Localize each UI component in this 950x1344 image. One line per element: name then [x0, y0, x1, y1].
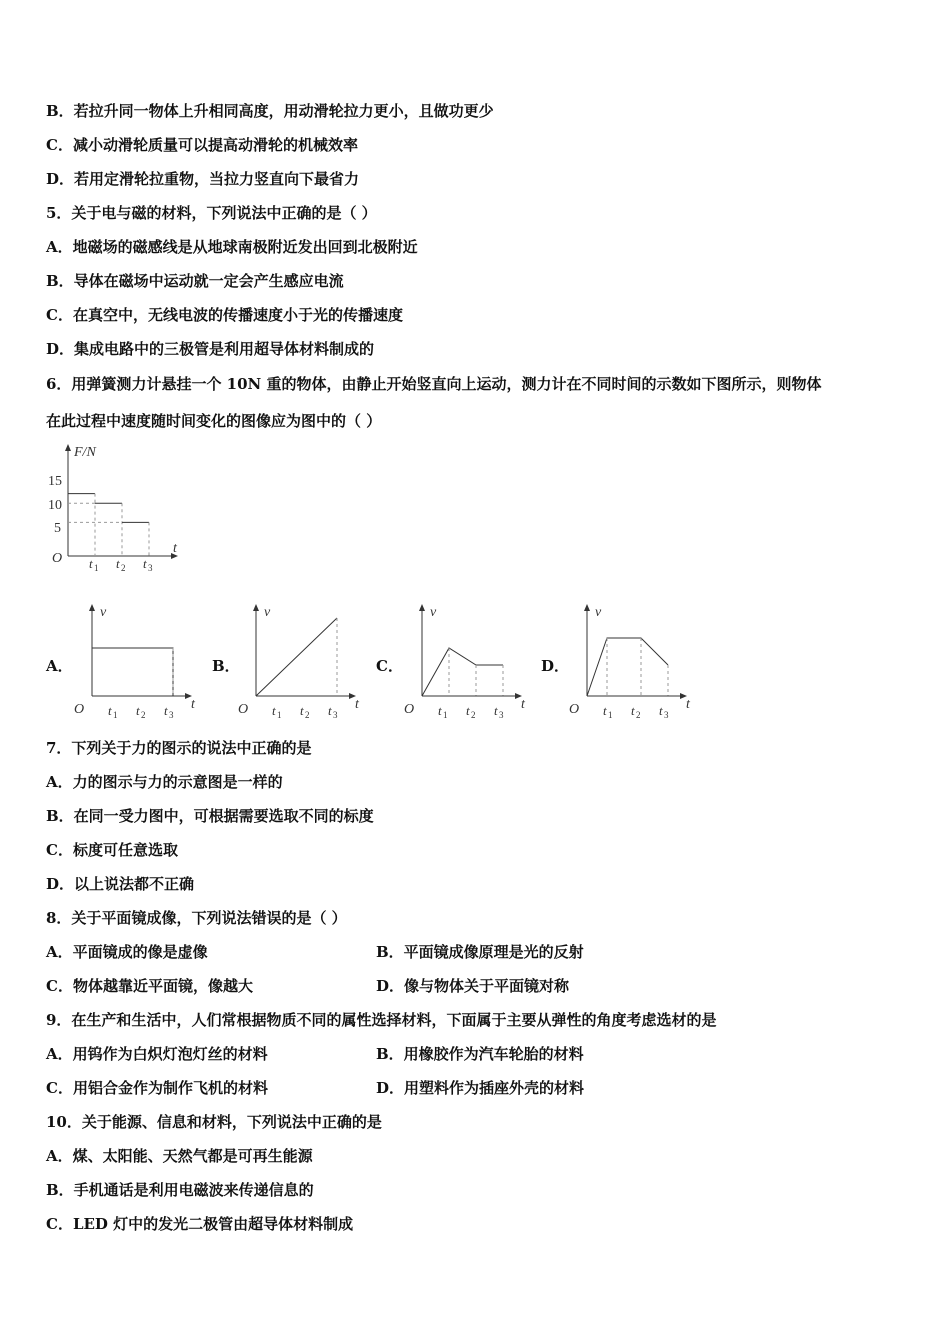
q4-option-c: C．减小动滑轮质量可以提高动滑轮的机械效率 — [46, 136, 358, 154]
q8-option-a: A．平面镜成的像是虚像 — [46, 943, 208, 961]
tick-sub-t3: 3 — [664, 710, 669, 720]
svg-text:t: t — [89, 556, 93, 571]
svg-text:2: 2 — [121, 563, 126, 573]
v-axis-label: v — [100, 605, 107, 620]
q9-option-c: C．用铝合金作为制作飞机的材料 — [46, 1079, 268, 1097]
tick-sub-t3: 3 — [169, 710, 174, 720]
q9-option-b: B．用橡胶作为汽车轮胎的材料 — [376, 1045, 584, 1063]
q9-option-a: A．用钨作为白炽灯泡灯丝的材料 — [46, 1045, 268, 1063]
q8-option-c: C．物体越靠近平面镜，像越大 — [46, 977, 253, 995]
q5-option-a: A．地磁场的磁感线是从地球南极附近发出回到北极附近 — [46, 238, 418, 256]
tick-sub-t2: 2 — [471, 710, 476, 720]
tick-sub-t1: 1 — [443, 710, 448, 720]
y-tick-5: 5 — [54, 521, 61, 536]
q6-stem-line1: 6．用弹簧测力计悬挂一个 10N 重的物体，由静止开始竖直向上运动，测力计在不同时间的示数如下图所示，则物体 — [46, 375, 822, 393]
origin-label: O — [569, 702, 580, 717]
option-b-label: B． — [212, 657, 240, 675]
q6-stem-line2: 在此过程中速度随时间变化的图像应为图中的（ ） — [46, 412, 382, 430]
t-axis-label: t — [521, 697, 525, 712]
q7-option-d: D．以上说法都不正确 — [46, 875, 195, 893]
q7-option-a: A．力的图示与力的示意图是一样的 — [46, 773, 283, 791]
tick-sub-t2: 2 — [636, 710, 641, 720]
y-tick-15: 15 — [48, 474, 62, 489]
t-axis-label: t — [191, 697, 195, 712]
x-axis-label: t — [173, 541, 177, 556]
q7-option-c: C．标度可任意选取 — [46, 841, 178, 859]
v-axis-arrow — [584, 604, 590, 611]
tick-t3: t — [659, 703, 663, 718]
t-axis-label: t — [686, 697, 690, 712]
q4-option-b: B．若拉升同一物体上升相同高度，用动滑轮拉力更小，且做功更少 — [46, 102, 494, 120]
tick-sub-t3: 3 — [333, 710, 338, 720]
v-axis-label: v — [595, 605, 602, 620]
tick-t3: t — [494, 703, 498, 718]
q5-option-c: C．在真空中，无线电波的传播速度小于光的传播速度 — [46, 306, 403, 324]
q9-stem: 9．在生产和生活中，人们常根据物质不同的属性选择材料，下面属于主要从弹性的角度考虑选材的是 — [46, 1011, 717, 1029]
q10-option-c: C．LED 灯中的发光二极管由超导体材料制成 — [46, 1215, 354, 1233]
option-c-graph — [400, 600, 540, 725]
q7-option-b: B．在同一受力图中，可根据需要选取不同的标度 — [46, 807, 374, 825]
option-d-label: D． — [541, 657, 570, 675]
v-axis-label: v — [430, 605, 437, 620]
tick-t1: t — [108, 703, 112, 718]
tick-t1: t — [272, 703, 276, 718]
y-axis-label: F/N — [74, 445, 96, 460]
v-axis-arrow — [253, 604, 259, 611]
force-time-graph — [46, 440, 196, 580]
origin-label: O — [238, 702, 249, 717]
option-c-label: C． — [376, 657, 403, 675]
tick-t2: t — [300, 703, 304, 718]
tick-sub-t3: 3 — [499, 710, 504, 720]
origin-label: O — [404, 702, 415, 717]
x-tick-t3 — [143, 556, 153, 573]
svg-text:t: t — [116, 556, 120, 571]
q8-option-d: D．像与物体关于平面镜对称 — [376, 977, 570, 995]
q10-option-b: B．手机通话是利用电磁波来传递信息的 — [46, 1181, 314, 1199]
option-a-label: A． — [46, 657, 73, 675]
tick-t1: t — [603, 703, 607, 718]
tick-t2: t — [136, 703, 140, 718]
tick-t2: t — [466, 703, 470, 718]
svg-text:1: 1 — [94, 563, 99, 573]
tick-sub-t2: 2 — [141, 710, 146, 720]
q7-stem: 7．下列关于力的图示的说法中正确的是 — [46, 739, 312, 757]
q9-option-d: D．用塑料作为插座外壳的材料 — [376, 1079, 585, 1097]
tick-sub-t1: 1 — [608, 710, 613, 720]
q10-stem: 10．关于能源、信息和材料，下列说法中正确的是 — [46, 1113, 382, 1131]
t-axis-label: t — [355, 697, 359, 712]
q5-option-d: D．集成电路中的三极管是利用超导体材料制成的 — [46, 340, 375, 358]
q5-stem: 5．关于电与磁的材料，下列说法中正确的是（ ） — [46, 204, 377, 222]
q8-option-b: B．平面镜成像原理是光的反射 — [376, 943, 584, 961]
svg-text:t: t — [143, 556, 147, 571]
tick-t3: t — [164, 703, 168, 718]
origin-label: O — [52, 551, 63, 566]
x-tick-t1 — [89, 556, 99, 573]
origin-label: O — [74, 702, 85, 717]
q5-option-b: B．导体在磁场中运动就一定会产生感应电流 — [46, 272, 344, 290]
option-d-graph — [565, 600, 705, 725]
tick-sub-t2: 2 — [305, 710, 310, 720]
x-tick-t2 — [116, 556, 126, 573]
tick-t1: t — [438, 703, 442, 718]
svg-text:3: 3 — [148, 563, 153, 573]
option-b-graph — [234, 600, 374, 725]
v-axis-label: v — [264, 605, 271, 620]
v-axis-arrow — [89, 604, 95, 611]
q8-stem: 8．关于平面镜成像，下列说法错误的是（ ） — [46, 909, 347, 927]
q10-option-a: A．煤、太阳能、天然气都是可再生能源 — [46, 1147, 313, 1165]
y-tick-10: 10 — [48, 498, 62, 513]
tick-sub-t1: 1 — [277, 710, 282, 720]
v-axis-arrow — [419, 604, 425, 611]
q4-option-d: D．若用定滑轮拉重物，当拉力竖直向下最省力 — [46, 170, 360, 188]
tick-sub-t1: 1 — [113, 710, 118, 720]
option-a-graph — [70, 600, 210, 725]
tick-t2: t — [631, 703, 635, 718]
tick-t3: t — [328, 703, 332, 718]
